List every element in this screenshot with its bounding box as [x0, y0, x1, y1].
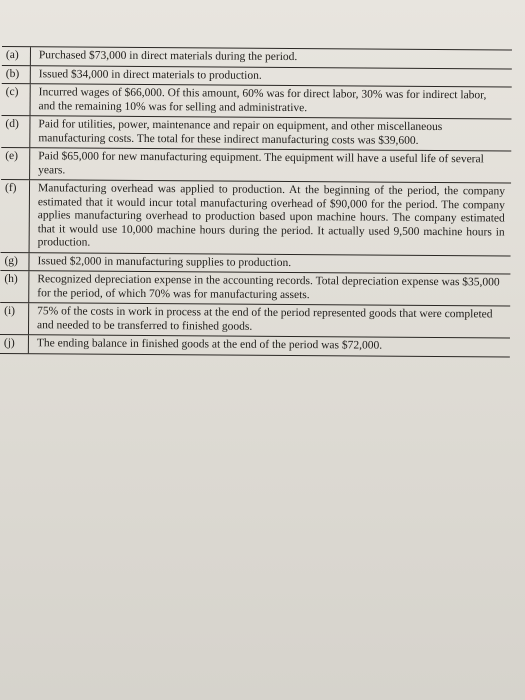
row-text: The ending balance in finished goods at the end of the period was $72,000. — [36, 337, 383, 352]
table-row — [1, 148, 511, 184]
row-text: Paid $65,000 for new manufacturing equipment. The equipment will have a useful life of several years. — [38, 150, 484, 176]
table-row — [0, 303, 510, 339]
row-text: Issued $2,000 in manufacturing supplies to production. — [37, 254, 292, 269]
row-label: (g) — [0, 252, 29, 270]
row-label: (a) — [2, 47, 31, 65]
table-row — [0, 271, 510, 307]
row-text: Recognized depreciation expense in the accounting records. Total depreciation expense was $35,000 for the period, of which 70% was for manufacturing assets. — [37, 273, 500, 301]
row-label: (e) — [1, 148, 30, 179]
row-label: (f) — [1, 180, 30, 252]
row-label: (j) — [0, 335, 29, 353]
row-label: (d) — [1, 116, 30, 147]
row-text: Paid for utilities, power, maintenance and repair on equipment, and other miscellaneous manufacturing costs. The total for these indirect manufacturing costs was $39,600. — [38, 118, 443, 147]
table-row — [1, 180, 511, 256]
row-text: 75% of the costs in work in process at the end of the period represented goods that were completed and needed to be transferred to finished goods. — [37, 305, 493, 333]
row-label: (i) — [0, 303, 29, 334]
row-label: (b) — [2, 65, 31, 83]
table-row — [2, 84, 512, 120]
table-row — [0, 335, 510, 357]
row-text: Manufacturing overhead was applied to production. At the beginning of the period, the company estimated that it would incur total manufacturing overhead of $90,000 for the period. The company applies manufacturing overhead to production based upon machine hours. The company estimated that it would use 10,000 machine hours during the period. It actually used 9,500 machine hours in production. — [37, 182, 506, 249]
table-row — [1, 116, 511, 152]
row-text: Issued $34,000 in direct materials to production. — [38, 67, 262, 82]
row-text: Incurred wages of $66,000. Of this amount, 60% was for direct labor, 30% was for indirect labor, and the remaining 10% was for selling and administrative. — [38, 86, 487, 114]
row-label: (h) — [0, 271, 29, 302]
row-label: (c) — [2, 84, 31, 115]
transactions-table — [0, 46, 512, 357]
row-text: Purchased $73,000 in direct materials during the period. — [38, 49, 298, 64]
